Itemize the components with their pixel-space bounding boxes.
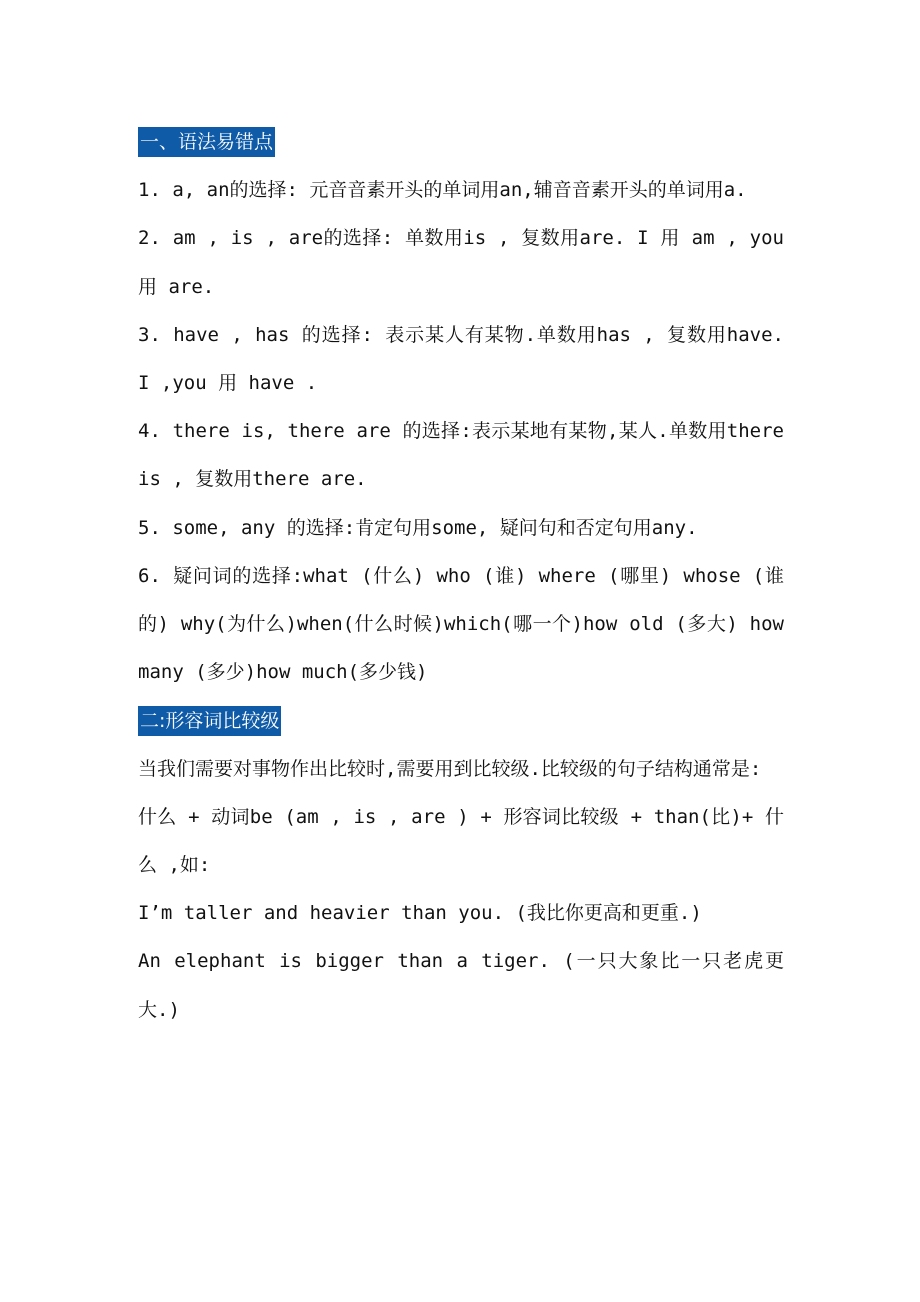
grammar-point-5: 5. some, any 的选择:肯定句用some, 疑问句和否定句用any. xyxy=(138,516,698,539)
grammar-point-2: 2. am , is , are的选择: 单数用is , 复数用are. I 用 am , you 用 are. xyxy=(138,227,784,298)
section2-heading-row xyxy=(138,696,784,744)
grammar-point-6: 6. 疑问词的选择:what (什么) who (谁) where (哪里) whose (谁的) why(为什么)when(什么时候)which(哪一个)how old (多大) how many (多少)how much(多少钱) xyxy=(138,564,784,684)
grammar-point-3: 3. have , has 的选择: 表示某人有某物.单数用has , 复数用have. I ,you 用 have . xyxy=(138,323,784,394)
grammar-point-1: 1. a, an的选择: 元音音素开头的单词用an,辅音音素开头的单词用a. xyxy=(138,179,747,202)
grammar-point-4: 4. there is, there are 的选择:表示某地有某物,某人.单数用there is , 复数用there are. xyxy=(138,420,784,491)
comparative-intro: 当我们需要对事物作出比较时,需要用到比较级.比较级的句子结构通常是: xyxy=(138,757,762,780)
example-sentence-1: I’m taller and heavier than you. (我比你更高和更重.) xyxy=(138,902,702,925)
section1-heading: 一、语法易错点 xyxy=(138,127,275,157)
document-body xyxy=(138,118,784,1034)
section1-heading-row xyxy=(138,118,784,166)
example-sentence-2: An elephant is bigger than a tiger. (一只大象比一只老虎更大.) xyxy=(138,950,784,1021)
section2-heading: 二:形容词比较级 xyxy=(138,706,281,736)
comparative-formula: 什么 + 动词be (am , is , are ) + 形容词比较级 + than(比)+ 什么 ,如: xyxy=(138,805,784,877)
